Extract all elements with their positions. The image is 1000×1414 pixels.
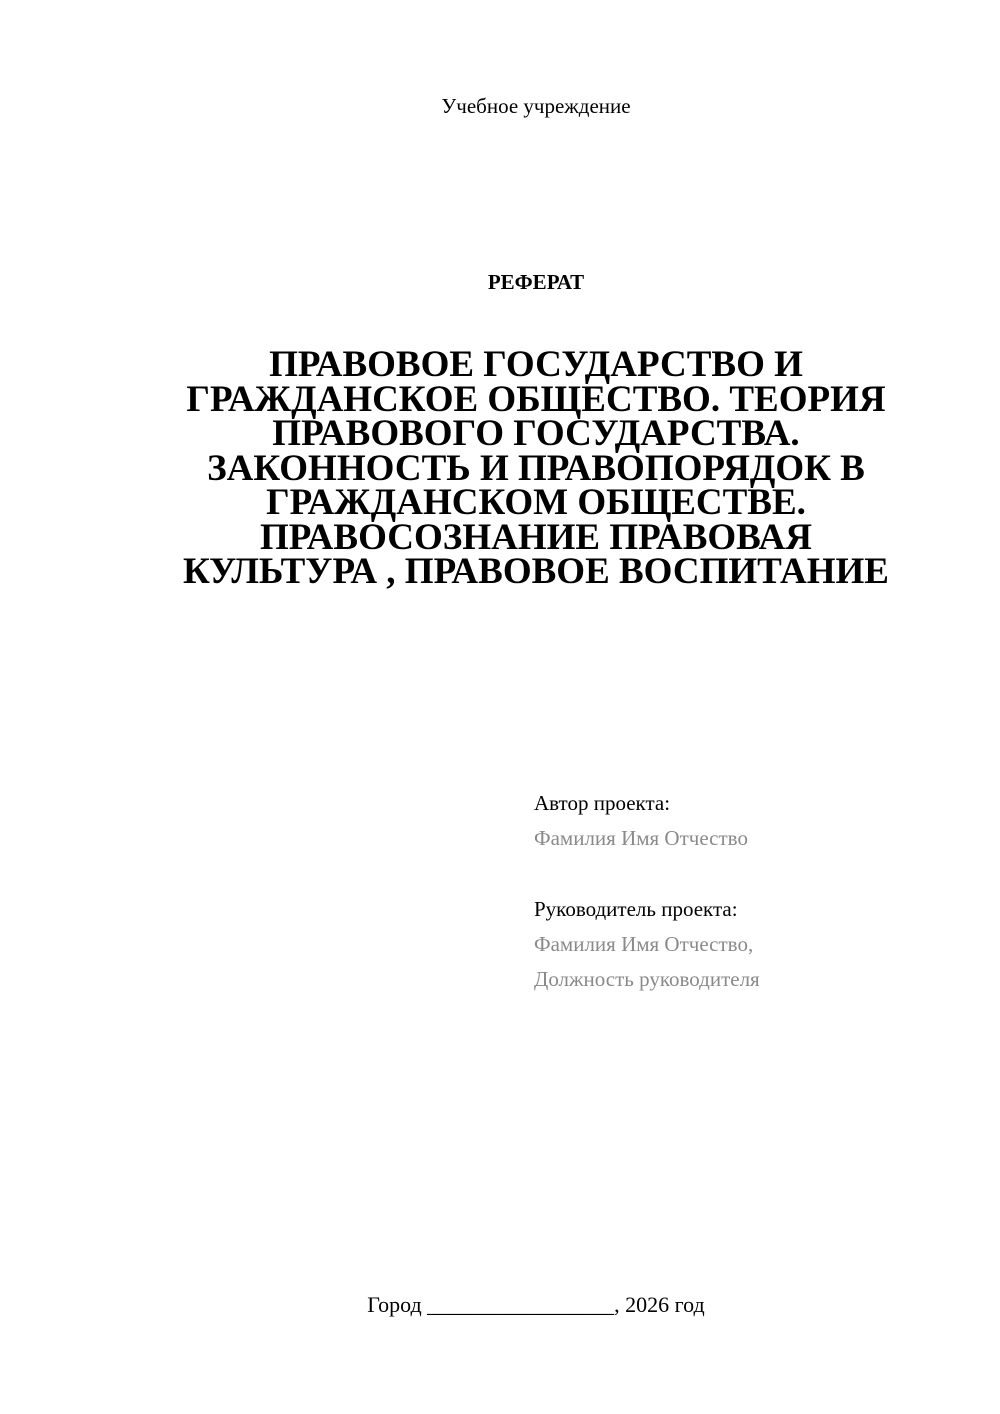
document-type: РЕФЕРАТ — [487, 270, 585, 294]
title-line: ПРАВОВОЕ ГОСУДАРСТВО И — [269, 344, 803, 385]
author-name-placeholder: Фамилия Имя Отчество — [534, 826, 748, 850]
city-year-line: Город _________________, 2026 год — [367, 1292, 705, 1317]
supervisor-name-placeholder: Фамилия Имя Отчество, — [534, 932, 754, 956]
title-line: ГРАЖДАНСКОЕ ОБЩЕСТВО. ТЕОРИЯ — [186, 378, 886, 420]
supervisor-label: Руководитель проекта: — [534, 897, 738, 921]
title-line: КУЛЬТУРА , ПРАВОВОЕ ВОСПИТАНИЕ — [183, 551, 889, 592]
supervisor-position-placeholder: Должность руководителя — [534, 967, 760, 991]
title-line: ПРАВОВОГО ГОСУДАРСТВА. — [272, 413, 800, 454]
author-label: Автор проекта: — [534, 791, 671, 815]
supervisor-block — [534, 892, 974, 997]
document-title — [140, 344, 932, 592]
title-line: ЗАКОННОСТЬ И ПРАВОПОРЯДОК В — [207, 447, 865, 489]
author-block — [534, 786, 974, 856]
title-line: ПРАВОСОЗНАНИЕ ПРАВОВАЯ — [260, 516, 812, 558]
title-line: ГРАЖДАНСКОМ ОБЩЕСТВЕ. — [266, 482, 806, 523]
institution-name: Учебное учреждение — [441, 94, 631, 118]
